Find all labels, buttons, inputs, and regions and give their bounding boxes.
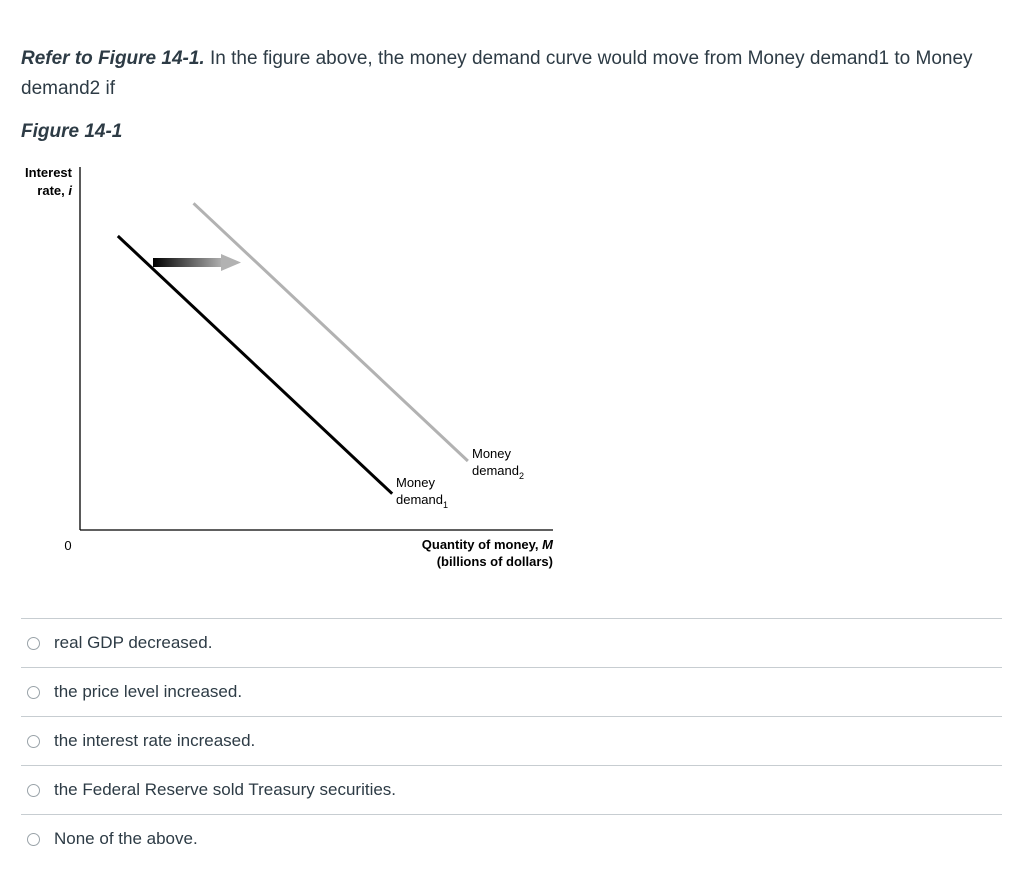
- money-demand-2-label-line1: Money: [472, 446, 512, 461]
- y-axis-label-line1: Interest: [25, 165, 72, 180]
- question-text: [21, 44, 1001, 104]
- answer-list: [21, 618, 1002, 863]
- answer-label: real GDP decreased.: [54, 633, 213, 652]
- answer-option-price-level-increased[interactable]: [21, 667, 1002, 716]
- money-demand-1-label-line1: Money: [396, 475, 436, 490]
- figure-title: Figure 14-1: [21, 121, 123, 142]
- x-axis-label-line1: Quantity of money, M: [421, 537, 553, 552]
- y-axis-label-line2: rate, i: [37, 183, 72, 198]
- answer-label: the interest rate increased.: [54, 731, 256, 750]
- answer-option-interest-rate-increased[interactable]: [21, 716, 1002, 765]
- answer-label: the price level increased.: [54, 682, 243, 701]
- answer-option-none-of-the-above[interactable]: [21, 814, 1002, 863]
- radio-button[interactable]: [27, 784, 40, 797]
- money-demand-1-label-line2: demand$_1$: [396, 492, 448, 510]
- x-axis-label-line2: (billions of dollars): [436, 554, 553, 569]
- money-demand-2-label-line2: demand$_2$: [472, 463, 524, 481]
- radio-button[interactable]: [27, 686, 40, 699]
- answer-option-real-gdp-decreased[interactable]: [21, 618, 1002, 667]
- money-demand-2-line: [194, 203, 468, 461]
- origin-label: 0: [64, 538, 72, 553]
- money-demand-1-line: [118, 236, 392, 494]
- question-body: In the figure above, the money demand curve would move from Money demand1 to Money demand2 if: [21, 48, 973, 99]
- answer-option-fed-sold-securities[interactable]: [21, 765, 1002, 814]
- answer-label: None of the above.: [54, 829, 198, 848]
- radio-button[interactable]: [27, 833, 40, 846]
- question-reference: Refer to Figure 14-1.: [21, 48, 205, 69]
- money-demand-chart: [0, 155, 600, 585]
- answer-label: the Federal Reserve sold Treasury securities.: [54, 780, 397, 799]
- radio-button[interactable]: [27, 637, 40, 650]
- money-demand-figure: [0, 155, 600, 585]
- radio-button[interactable]: [27, 735, 40, 748]
- shift-right-arrow-icon: [153, 254, 241, 271]
